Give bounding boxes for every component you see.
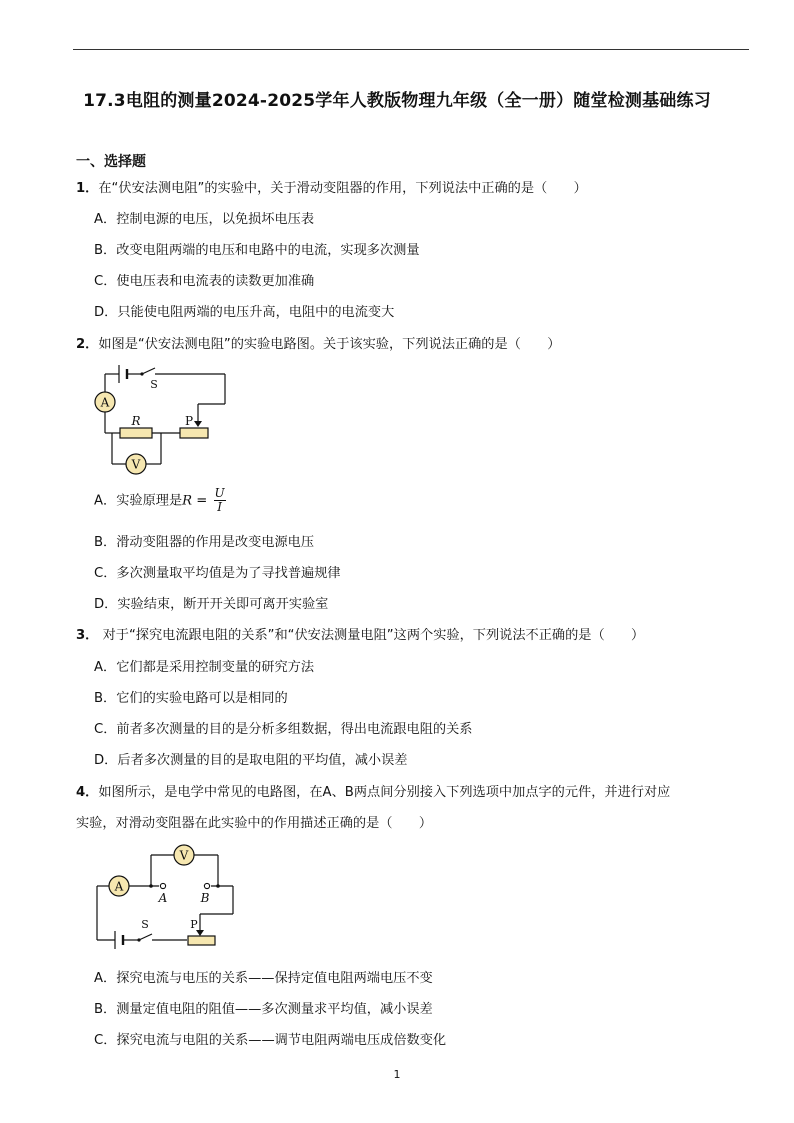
fraction-numerator: U bbox=[214, 486, 225, 500]
question-number: 2． bbox=[76, 337, 99, 352]
q3-option-d: D．后者多次测量的目的是取电阻的平均值，减小误差 bbox=[94, 753, 408, 768]
rheostat-symbol bbox=[180, 428, 208, 438]
resistor-symbol bbox=[120, 428, 152, 438]
slider-label: P bbox=[190, 918, 198, 931]
q2-option-b: B．滑动变阻器的作用是改变电源电压 bbox=[94, 535, 315, 550]
q2-option-c: C．多次测量取平均值是为了寻找普遍规律 bbox=[94, 566, 341, 581]
question-1-stem bbox=[76, 177, 587, 196]
question-4-stem bbox=[76, 781, 670, 800]
slider-arrow bbox=[194, 421, 202, 427]
ammeter-label: A bbox=[100, 395, 110, 410]
formula-equals: = bbox=[192, 493, 212, 509]
page-title: 17.3电阻的测量2024-2025学年人教版物理九年级（全一册）随堂检测基础练习 bbox=[83, 91, 711, 111]
question-number: 1． bbox=[76, 181, 99, 196]
fraction-denominator: I bbox=[217, 500, 222, 514]
point-b-label: B bbox=[200, 891, 210, 905]
question-2-stem bbox=[76, 333, 560, 352]
resistor-label: R bbox=[131, 414, 141, 428]
question-4-stem-cont: 实验，对滑动变阻器在此实验中的作用描述正确的是（ ） bbox=[76, 816, 433, 831]
section-heading: 一、选择题 bbox=[76, 154, 146, 170]
question-number: 3． bbox=[76, 628, 99, 643]
switch-contact bbox=[140, 372, 143, 375]
switch-label: S bbox=[150, 378, 158, 391]
q1-option-b: B．改变电阻两端的电压和电路中的电流，实现多次测量 bbox=[94, 243, 420, 258]
switch-label: S bbox=[141, 918, 149, 931]
q3-option-a: A．它们都是采用控制变量的研究方法 bbox=[94, 660, 315, 675]
page-number: 1 bbox=[393, 1068, 401, 1081]
junction-dot bbox=[216, 884, 220, 888]
voltmeter-label: V bbox=[131, 457, 141, 472]
point-a-label: A bbox=[158, 891, 168, 905]
q2-option-d: D．实验结束，断开开关即可离开实验室 bbox=[94, 597, 329, 612]
voltmeter-label: V bbox=[179, 848, 189, 863]
q1-option-a: A．控制电源的电压，以免损坏电压表 bbox=[94, 212, 315, 227]
q1-option-c: C．使电压表和电流表的读数更加准确 bbox=[94, 274, 315, 289]
q3-option-c: C．前者多次测量的目的是分析多组数据，得出电流跟电阻的关系 bbox=[94, 722, 473, 737]
q4-option-c: C．探究电流与电阻的关系——调节电阻两端电压成倍数变化 bbox=[94, 1033, 447, 1048]
formula-variable: R bbox=[182, 493, 193, 509]
q4-circuit-diagram bbox=[93, 842, 243, 952]
slider-label: P bbox=[184, 414, 194, 428]
option-text: A．实验原理是 bbox=[94, 493, 183, 509]
q4-option-b: B．测量定值电阻的阻值——多次测量求平均值，减小误差 bbox=[94, 1002, 433, 1017]
terminal-a bbox=[160, 883, 165, 888]
formula-fraction bbox=[214, 487, 226, 514]
question-number: 4． bbox=[76, 785, 99, 800]
question-text: 如图是“伏安法测电阻”的实验电路图。关于该实验，下列说法正确的是（ ） bbox=[98, 337, 561, 352]
question-3-stem bbox=[76, 624, 644, 643]
ammeter-label: A bbox=[114, 879, 124, 894]
q4-option-a: A．探究电流与电压的关系——保持定值电阻两端电压不变 bbox=[94, 971, 433, 986]
q2-option-a bbox=[94, 487, 226, 514]
switch-contact bbox=[137, 938, 140, 941]
q1-option-d: D．只能使电阻两端的电压升高，电阻中的电流变大 bbox=[94, 305, 395, 320]
question-text: 如图所示，是电学中常见的电路图，在A、B两点间分别接入下列选项中加点字的元件，并进行对应 bbox=[98, 785, 671, 800]
q3-option-b: B．它们的实验电路可以是相同的 bbox=[94, 691, 288, 706]
question-text: 在“伏安法测电阻”的实验中，关于滑动变阻器的作用，下列说法中正确的是（ ） bbox=[98, 181, 587, 196]
question-text: 对于“探究电流跟电阻的关系”和“伏安法测量电阻”这两个实验，下列说法不正确的是（ ） bbox=[98, 628, 645, 643]
header-rule bbox=[73, 49, 749, 50]
junction-dot bbox=[149, 884, 153, 888]
q2-circuit-diagram bbox=[92, 360, 237, 478]
rheostat-symbol bbox=[188, 936, 215, 945]
terminal-b bbox=[204, 883, 209, 888]
